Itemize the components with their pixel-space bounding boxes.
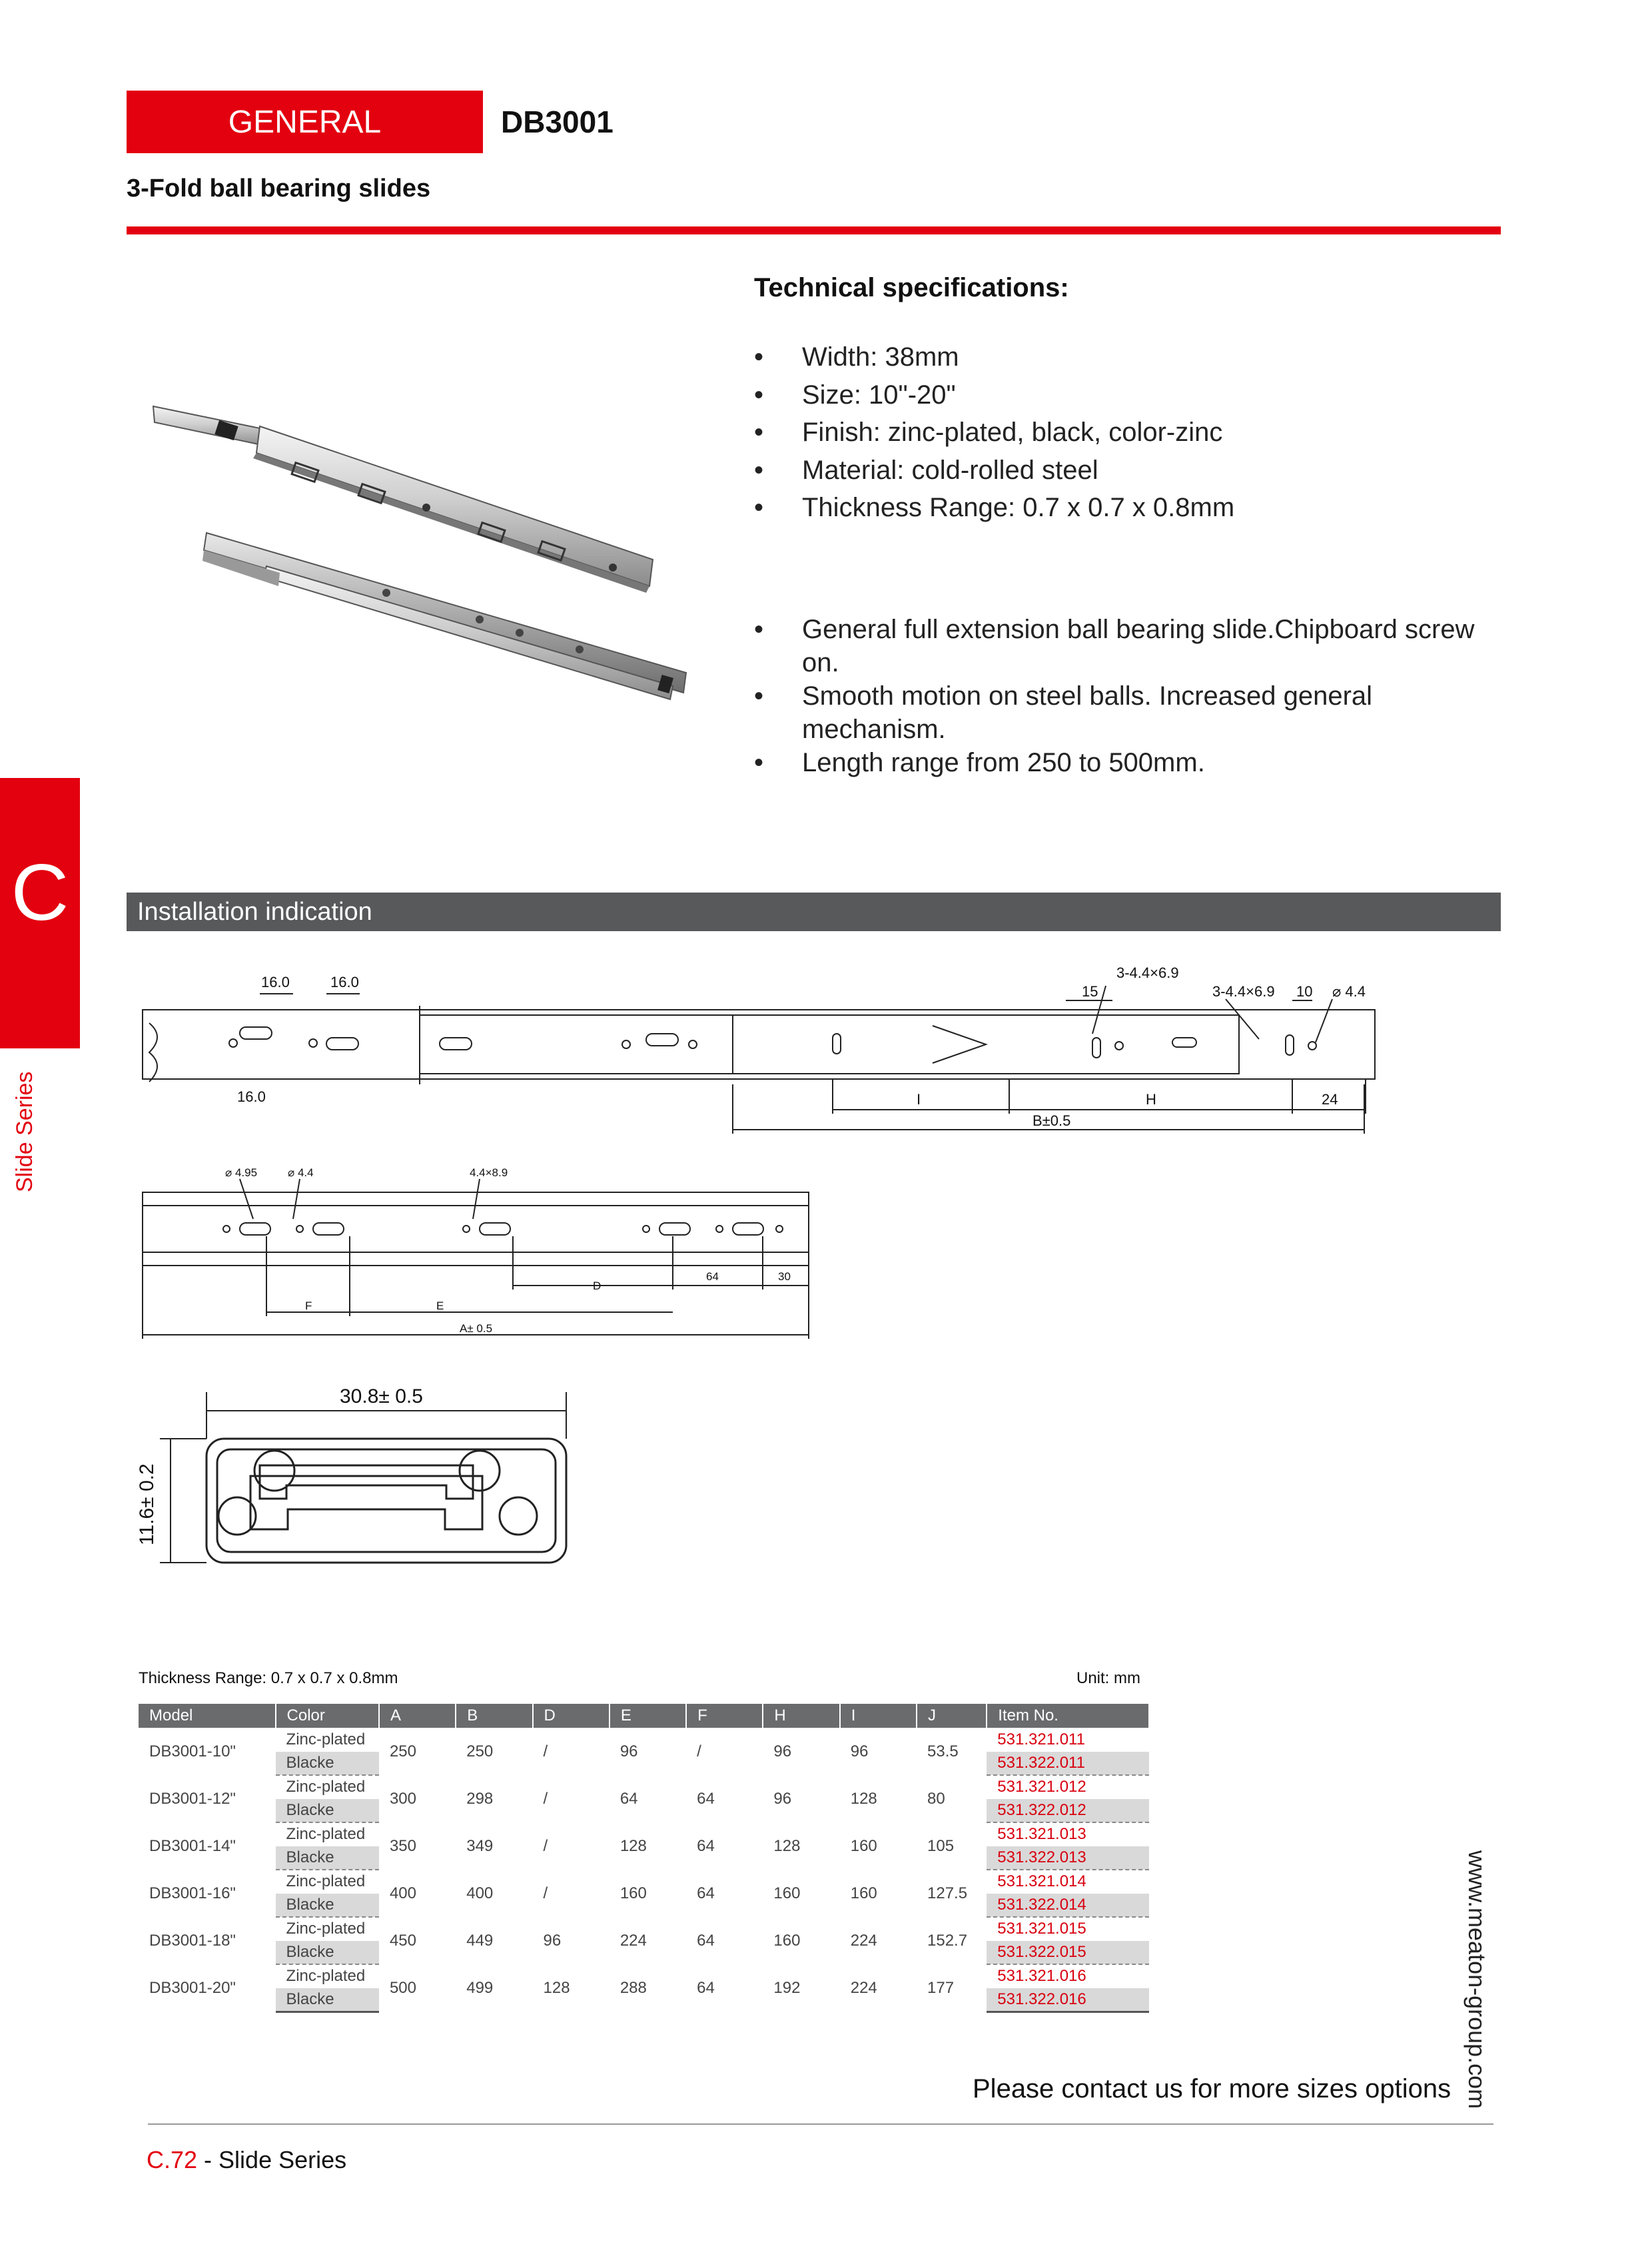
dim-label: D (593, 1280, 602, 1292)
feature-text: Smooth motion on steel balls. Increased general mechanism. (802, 681, 1373, 744)
color-cell: Zinc-plated (286, 1872, 366, 1891)
feature-item (754, 679, 1500, 746)
f-cell: 64 (697, 1931, 715, 1950)
bullet: • (754, 615, 764, 644)
table-row (139, 1870, 1149, 1894)
item-number-cell: 531.321.013 (997, 1825, 1086, 1844)
column-header: Item No. (987, 1704, 1149, 1728)
column-header: B (456, 1704, 532, 1728)
dim-label: ⌀ 4.4 (1332, 983, 1366, 1000)
dim-label: 24 (1322, 1091, 1338, 1108)
drawing-top-view (133, 959, 1399, 1152)
table-row (139, 1964, 1149, 1988)
e-cell: 160 (620, 1884, 647, 1902)
spec-table (139, 1704, 1150, 2013)
i-cell: 224 (850, 1931, 877, 1950)
bullet: • (754, 493, 764, 522)
spec-text: Width: 38mm (802, 342, 959, 372)
bullet: • (754, 342, 764, 372)
dim-label: 16.0 (261, 974, 290, 990)
column-header: A (379, 1704, 456, 1728)
column-header: E (610, 1704, 686, 1728)
specs-heading: Technical specifications: (754, 273, 1069, 302)
dim-label: E (436, 1300, 444, 1312)
item-number-cell: 531.322.011 (987, 1752, 1149, 1776)
installation-heading (127, 893, 1501, 931)
a-cell: 500 (389, 1978, 416, 1997)
dim-label: 64 (706, 1270, 719, 1283)
a-cell: 350 (389, 1836, 416, 1855)
model-cell: DB3001-14" (149, 1836, 236, 1855)
f-cell: 64 (697, 1978, 715, 1997)
b-cell: 349 (466, 1836, 494, 1855)
item-number-cell: 531.321.016 (997, 1967, 1086, 1986)
j-cell: 53.5 (927, 1742, 959, 1760)
dim-label: 4.4×8.9 (470, 1166, 508, 1179)
f-cell: 64 (697, 1884, 715, 1902)
d-cell: / (543, 1789, 548, 1808)
column-header: J (917, 1704, 987, 1728)
bullet: • (754, 748, 764, 777)
dim-label: 30 (778, 1270, 791, 1283)
dim-label: B±0.5 (1032, 1112, 1071, 1129)
dim-label: 3-4.4×6.9 (1116, 964, 1179, 981)
drawing-inner-rail (133, 1159, 826, 1352)
h-cell: 160 (773, 1884, 801, 1902)
item-number-cell: 531.322.014 (987, 1894, 1149, 1918)
spec-text: Size: 10"-20" (802, 380, 956, 410)
dim-label: 15 (1082, 983, 1098, 1000)
model-cell: DB3001-12" (149, 1789, 236, 1808)
footer-section: - Slide Series (197, 2146, 347, 2173)
e-cell: 288 (620, 1978, 647, 1997)
model-cell: DB3001-18" (149, 1931, 236, 1950)
color-cell: Zinc-plated (286, 1825, 366, 1844)
dim-label: 3-4.4×6.9 (1212, 983, 1275, 1000)
dim-label: ⌀ 4.4 (288, 1166, 314, 1179)
color-cell: Zinc-plated (286, 1778, 366, 1796)
h-cell: 128 (773, 1836, 801, 1855)
a-cell: 250 (389, 1742, 416, 1760)
color-cell: Blacke (276, 1941, 379, 1965)
i-cell: 96 (850, 1742, 869, 1760)
h-cell: 160 (773, 1931, 801, 1950)
i-cell: 128 (850, 1789, 877, 1808)
i-cell: 160 (850, 1836, 877, 1855)
f-cell: 64 (697, 1836, 715, 1855)
color-cell: Zinc-plated (286, 1730, 366, 1748)
bullet: • (754, 380, 764, 410)
footer-divider (148, 2123, 1493, 2125)
product-illustration (147, 393, 699, 726)
table-row (139, 1728, 1149, 1752)
item-number-cell: 531.322.016 (987, 1988, 1149, 2012)
drawing-cross-section (133, 1372, 600, 1585)
side-tab-letter: C (11, 848, 69, 937)
table-header-row (139, 1704, 1149, 1728)
spec-item (754, 414, 1500, 452)
category-badge (127, 91, 483, 153)
thickness-note: Thickness Range: 0.7 x 0.7 x 0.8mm (139, 1669, 398, 1687)
bullet: • (754, 455, 764, 485)
b-cell: 499 (466, 1978, 494, 1997)
installation-title: Installation indication (137, 897, 372, 926)
d-cell: 128 (543, 1978, 570, 1997)
dim-label: F (305, 1300, 312, 1312)
spec-text: Finish: zinc-plated, black, color-zinc (802, 418, 1223, 447)
column-header: F (686, 1704, 763, 1728)
d-cell: / (543, 1884, 548, 1902)
model-title: DB3001 (501, 105, 614, 139)
b-cell: 298 (466, 1789, 494, 1808)
column-header: D (533, 1704, 610, 1728)
table-row (139, 1917, 1149, 1941)
side-series-label: Slide Series (12, 1071, 37, 1192)
feature-text: Length range from 250 to 500mm. (802, 748, 1205, 777)
bullet: • (754, 681, 764, 711)
d-cell: / (543, 1836, 548, 1855)
i-cell: 160 (850, 1884, 877, 1902)
spec-item (754, 452, 1500, 490)
model-cell: DB3001-20" (149, 1978, 236, 1997)
b-cell: 250 (466, 1742, 494, 1760)
e-cell: 128 (620, 1836, 647, 1855)
h-cell: 192 (773, 1978, 801, 1997)
feature-item (754, 746, 1500, 779)
footer-page-label (147, 2146, 346, 2174)
color-cell: Blacke (276, 1894, 379, 1918)
color-cell: Blacke (276, 1846, 379, 1870)
table-row (139, 1822, 1149, 1846)
feature-list (754, 613, 1500, 779)
e-cell: 224 (620, 1931, 647, 1950)
j-cell: 152.7 (927, 1931, 968, 1950)
spec-item (754, 376, 1500, 414)
color-cell: Zinc-plated (286, 1920, 366, 1938)
b-cell: 400 (466, 1884, 494, 1902)
column-header: I (840, 1704, 917, 1728)
website-url[interactable]: www.meaton-group.com (1463, 1850, 1491, 2109)
product-subtitle: 3-Fold ball bearing slides (127, 175, 431, 202)
spec-item (754, 489, 1500, 527)
dim-label: 30.8± 0.5 (340, 1385, 423, 1407)
item-number-cell: 531.321.014 (997, 1872, 1086, 1891)
e-cell: 96 (620, 1742, 638, 1760)
dim-label: I (917, 1091, 921, 1108)
dim-label: 10 (1296, 983, 1313, 1000)
spec-text: Material: cold-rolled steel (802, 455, 1098, 485)
b-cell: 449 (466, 1931, 494, 1950)
contact-note: Please contact us for more sizes options (973, 2074, 1451, 2103)
dim-label: 16.0 (330, 974, 359, 990)
dim-label: A± 0.5 (460, 1322, 493, 1335)
model-cell: DB3001-16" (149, 1884, 236, 1902)
item-number-cell: 531.322.015 (987, 1941, 1149, 1965)
column-header: Model (139, 1704, 276, 1728)
dim-label: 16.0 (237, 1088, 266, 1105)
page-number: C.72 (147, 2146, 198, 2173)
item-number-cell: 531.322.012 (987, 1799, 1149, 1823)
j-cell: 80 (927, 1789, 945, 1808)
spec-text: Thickness Range: 0.7 x 0.7 x 0.8mm (802, 493, 1235, 522)
d-cell: / (543, 1742, 548, 1760)
table-row (139, 1775, 1149, 1799)
column-header: H (763, 1704, 839, 1728)
j-cell: 105 (927, 1836, 955, 1855)
f-cell: / (697, 1742, 701, 1760)
a-cell: 400 (389, 1884, 416, 1902)
unit-note: Unit: mm (1076, 1669, 1140, 1687)
j-cell: 127.5 (927, 1884, 968, 1902)
dim-label: H (1146, 1091, 1156, 1108)
header-divider (127, 226, 1501, 234)
bullet: • (754, 418, 764, 447)
color-cell: Zinc-plated (286, 1967, 366, 1986)
item-number-cell: 531.321.012 (997, 1778, 1086, 1796)
j-cell: 177 (927, 1978, 955, 1997)
color-cell: Blacke (276, 1752, 379, 1776)
feature-item (754, 613, 1500, 679)
spec-item (754, 338, 1500, 376)
item-number-cell: 531.321.015 (997, 1920, 1086, 1938)
a-cell: 300 (389, 1789, 416, 1808)
model-cell: DB3001-10" (149, 1742, 236, 1760)
h-cell: 96 (773, 1789, 792, 1808)
f-cell: 64 (697, 1789, 715, 1808)
a-cell: 450 (389, 1931, 416, 1950)
spec-list (754, 338, 1500, 527)
e-cell: 64 (620, 1789, 638, 1808)
h-cell: 96 (773, 1742, 792, 1760)
d-cell: 96 (543, 1931, 562, 1950)
item-number-cell: 531.321.011 (997, 1730, 1085, 1748)
item-number-cell: 531.322.013 (987, 1846, 1149, 1870)
feature-text: General full extension ball bearing slide.Chipboard screw on. (802, 615, 1475, 677)
color-cell: Blacke (276, 1988, 379, 2012)
dim-label: ⌀ 4.95 (225, 1166, 258, 1179)
category-label: GENERAL (228, 104, 382, 140)
column-header: Color (276, 1704, 379, 1728)
i-cell: 224 (850, 1978, 877, 1997)
dim-label: 11.6± 0.2 (136, 1463, 158, 1545)
color-cell: Blacke (276, 1799, 379, 1823)
